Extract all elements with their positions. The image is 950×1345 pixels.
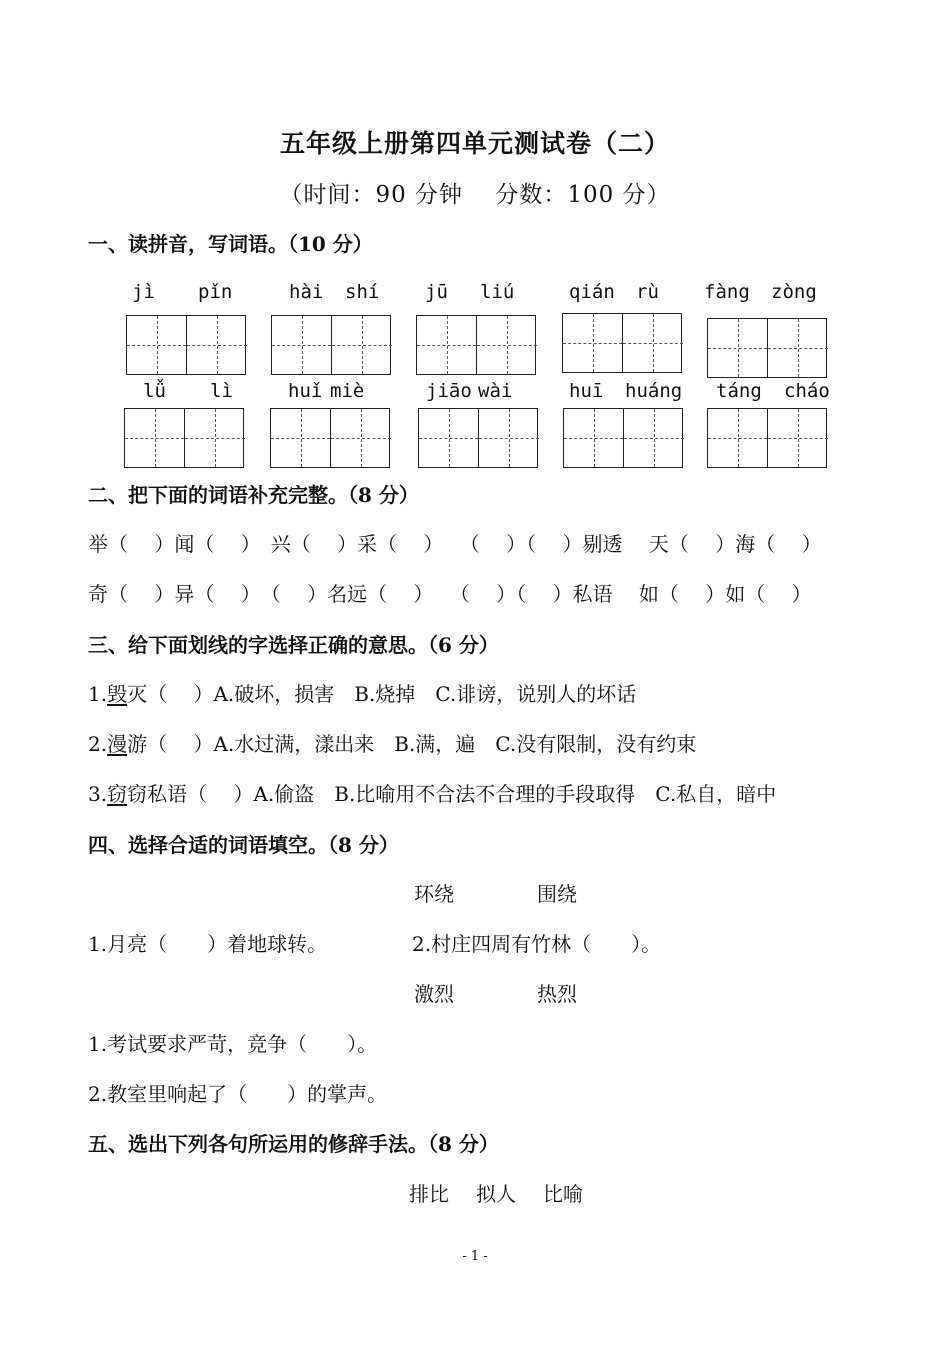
question-number: 2. bbox=[88, 732, 108, 756]
pinyin: jiāo bbox=[426, 380, 472, 402]
page-subtitle: （时间：90 分钟 分数：100 分） bbox=[279, 182, 671, 208]
pinyin: pǐn bbox=[198, 281, 233, 303]
question-item[interactable] bbox=[88, 678, 636, 707]
pinyin: fàng bbox=[704, 281, 750, 303]
pinyin: jì bbox=[132, 281, 155, 303]
pinyin: wài bbox=[478, 380, 513, 402]
fill-blank-row[interactable]: 奇（ ）异（ ） （ ）名远（ ） （ ）（ ）私语 如（ ）如（ ） bbox=[88, 582, 812, 606]
question-item[interactable]: 1.考试要求严苛，竞争（ ）。 bbox=[88, 1032, 378, 1056]
underlined-char: 窃 bbox=[107, 782, 128, 806]
pinyin: huáng bbox=[625, 380, 683, 402]
word-option: 激烈 bbox=[414, 982, 454, 1006]
section-1-heading: 一、读拼音，写词语。（10 分） bbox=[88, 232, 373, 256]
section-5-heading: 五、选出下列各句所运用的修辞手法。（8 分） bbox=[88, 1132, 499, 1156]
rhetoric-option: 比喻 bbox=[543, 1182, 583, 1206]
word-option: 环绕 bbox=[414, 882, 454, 906]
pinyin: shí bbox=[345, 281, 380, 303]
pinyin: liú bbox=[480, 281, 515, 303]
page-title: 五年级上册第四单元测试卷（二） bbox=[279, 129, 670, 158]
rhetoric-option: 排比 bbox=[409, 1182, 449, 1206]
writing-grid[interactable] bbox=[563, 408, 683, 468]
section-4-heading: 四、选择合适的词语填空。（8 分） bbox=[88, 833, 399, 857]
pinyin: hài bbox=[289, 281, 324, 303]
writing-grid[interactable] bbox=[562, 313, 682, 373]
writing-grid[interactable] bbox=[124, 408, 244, 468]
word-option: 围绕 bbox=[537, 882, 577, 906]
pinyin: cháo bbox=[784, 380, 830, 402]
writing-grid[interactable] bbox=[271, 315, 391, 375]
pinyin: rù bbox=[636, 281, 659, 303]
writing-grid[interactable] bbox=[707, 318, 827, 378]
writing-grid[interactable] bbox=[270, 408, 390, 468]
question-item[interactable]: 1.月亮（ ）着地球转。 bbox=[88, 932, 328, 956]
underlined-char: 漫 bbox=[107, 732, 128, 756]
section-3-heading: 三、给下面划线的字选择正确的意思。（6 分） bbox=[88, 633, 499, 657]
question-number: 3. bbox=[88, 782, 108, 806]
pinyin: miè bbox=[330, 380, 365, 402]
page-number: - 1 - bbox=[462, 1249, 488, 1264]
writing-grid[interactable] bbox=[126, 315, 246, 375]
pinyin: huǐ bbox=[288, 380, 323, 402]
question-number: 1. bbox=[88, 682, 108, 706]
writing-grid[interactable] bbox=[416, 315, 536, 375]
pinyin: jū bbox=[425, 281, 448, 303]
question-item[interactable]: 2.村庄四周有竹林（ ）。 bbox=[412, 932, 662, 956]
pinyin: táng bbox=[716, 380, 762, 402]
writing-grid[interactable] bbox=[418, 408, 538, 468]
fill-blank-row[interactable]: 举（ ）闻（ ） 兴（ ）采（ ） （ ）（ ）剔透 天（ ）海（ ） bbox=[88, 532, 822, 556]
underlined-char: 毁 bbox=[107, 682, 128, 706]
question-text: 窃私语（ ）A.偷盗 B.比喻用不合法不合理的手段取得 C.私自，暗中 bbox=[127, 782, 777, 806]
question-text: 灭（ ）A.破坏，损害 B.烧掉 C.诽谤，说别人的坏话 bbox=[127, 682, 637, 706]
question-item[interactable] bbox=[88, 778, 776, 807]
question-item[interactable]: 2.教室里响起了（ ）的掌声。 bbox=[88, 1082, 388, 1106]
rhetoric-option: 拟人 bbox=[476, 1182, 516, 1206]
question-text: 游（ ）A.水过满，漾出来 B.满，遍 C.没有限制，没有约束 bbox=[127, 732, 697, 756]
word-option: 热烈 bbox=[537, 982, 577, 1006]
question-item[interactable] bbox=[88, 728, 696, 757]
writing-grid[interactable] bbox=[707, 408, 827, 468]
pinyin: lǚ bbox=[143, 380, 166, 402]
pinyin: huī bbox=[569, 380, 604, 402]
pinyin: zòng bbox=[771, 281, 817, 303]
pinyin: qián bbox=[569, 281, 615, 303]
section-2-heading: 二、把下面的词语补充完整。（8 分） bbox=[88, 483, 419, 507]
pinyin: lì bbox=[210, 380, 233, 402]
